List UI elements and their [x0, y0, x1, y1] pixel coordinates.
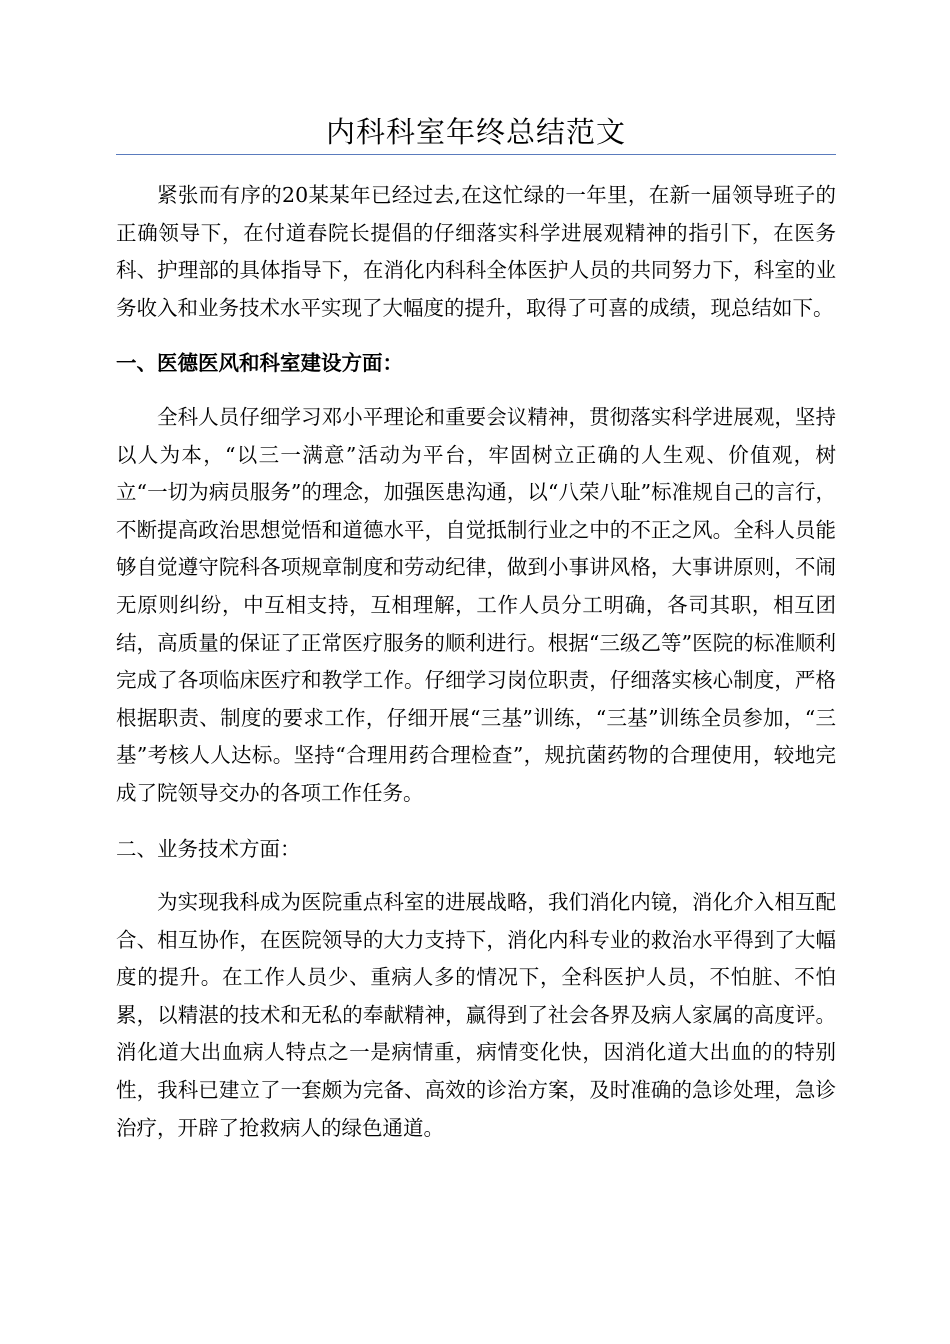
intro-paragraph: 紧张而有序的20某某年已经过去,在这忙绿的一年里，在新一届领导班子的正确领导下，在付道春院长提倡的仔细落实科学进展观精神的指引下，在医务科、护理部的具体指导下，在消化内科科全体医护人员的共同努力下，科室的业务收入和业务技术水平实现了大幅度的提升，取得了可喜的成绩，现总结如下。	[116, 183, 836, 320]
title-underline	[116, 154, 836, 155]
section-2-heading: 二、业务技术方面：	[116, 836, 301, 861]
section-2-body: 为实现我科成为医院重点科室的进展战略，我们消化内镜，消化介入相互配合、相互协作，在医院领导的大力支持下，消化内科专业的救治水平得到了大幅度的提升。在工作人员少、重病人多的情况下，全科医护人员，不怕脏、不怕累，以精湛的技术和无私的奉献精神，赢得到了社会各界及病人家属的高度评。消化道大出血病人特点之一是病情重，病情变化快，因消化道大出血的的特别性，我科已建立了一套颇为完备、高效的诊治方案，及时准确的急诊处理，急诊治疗，开辟了抢救病人的绿色通道。	[116, 890, 836, 1140]
section-1-heading: 一、医德医风和科室建设方面：	[116, 351, 403, 376]
document-title: 内科科室年终总结范文	[325, 115, 626, 149]
section-1-body: 全科人员仔细学习邓小平理论和重要会议精神，贯彻落实科学进展观，坚持以人为本，“以三一满意”活动为平台，牢固树立正确的人生观、价值观，树立“一切为病员服务”的理念，加强医患沟通，以“八荣八耻”标准规自己的言行，不断提高政治思想觉悟和道德水平，自觉抵制行业之中的不正之风。全科人员能够自觉遵守院科各项规章制度和劳动纪律，做到小事讲风格，大事讲原则，不闹无原则纠纷，中互相支持，互相理解，工作人员分工明确，各司其职，相互团结，高质量的保证了正常医疗服务的顺利进行。根据“三级乙等”医院的标准顺利完成了各项临床医疗和教学工作。仔细学习岗位职责，仔细落实核心制度，严格根据职责、制度的要求工作，仔细开展“三基”训练，“三基”训练全员参加，“三基”考核人人达标。坚持“合理用药合理检查”，规抗菌药物的合理使用，较地完成了院领导交办的各项工作任务。	[116, 404, 836, 805]
document-page	[116, 112, 836, 1165]
